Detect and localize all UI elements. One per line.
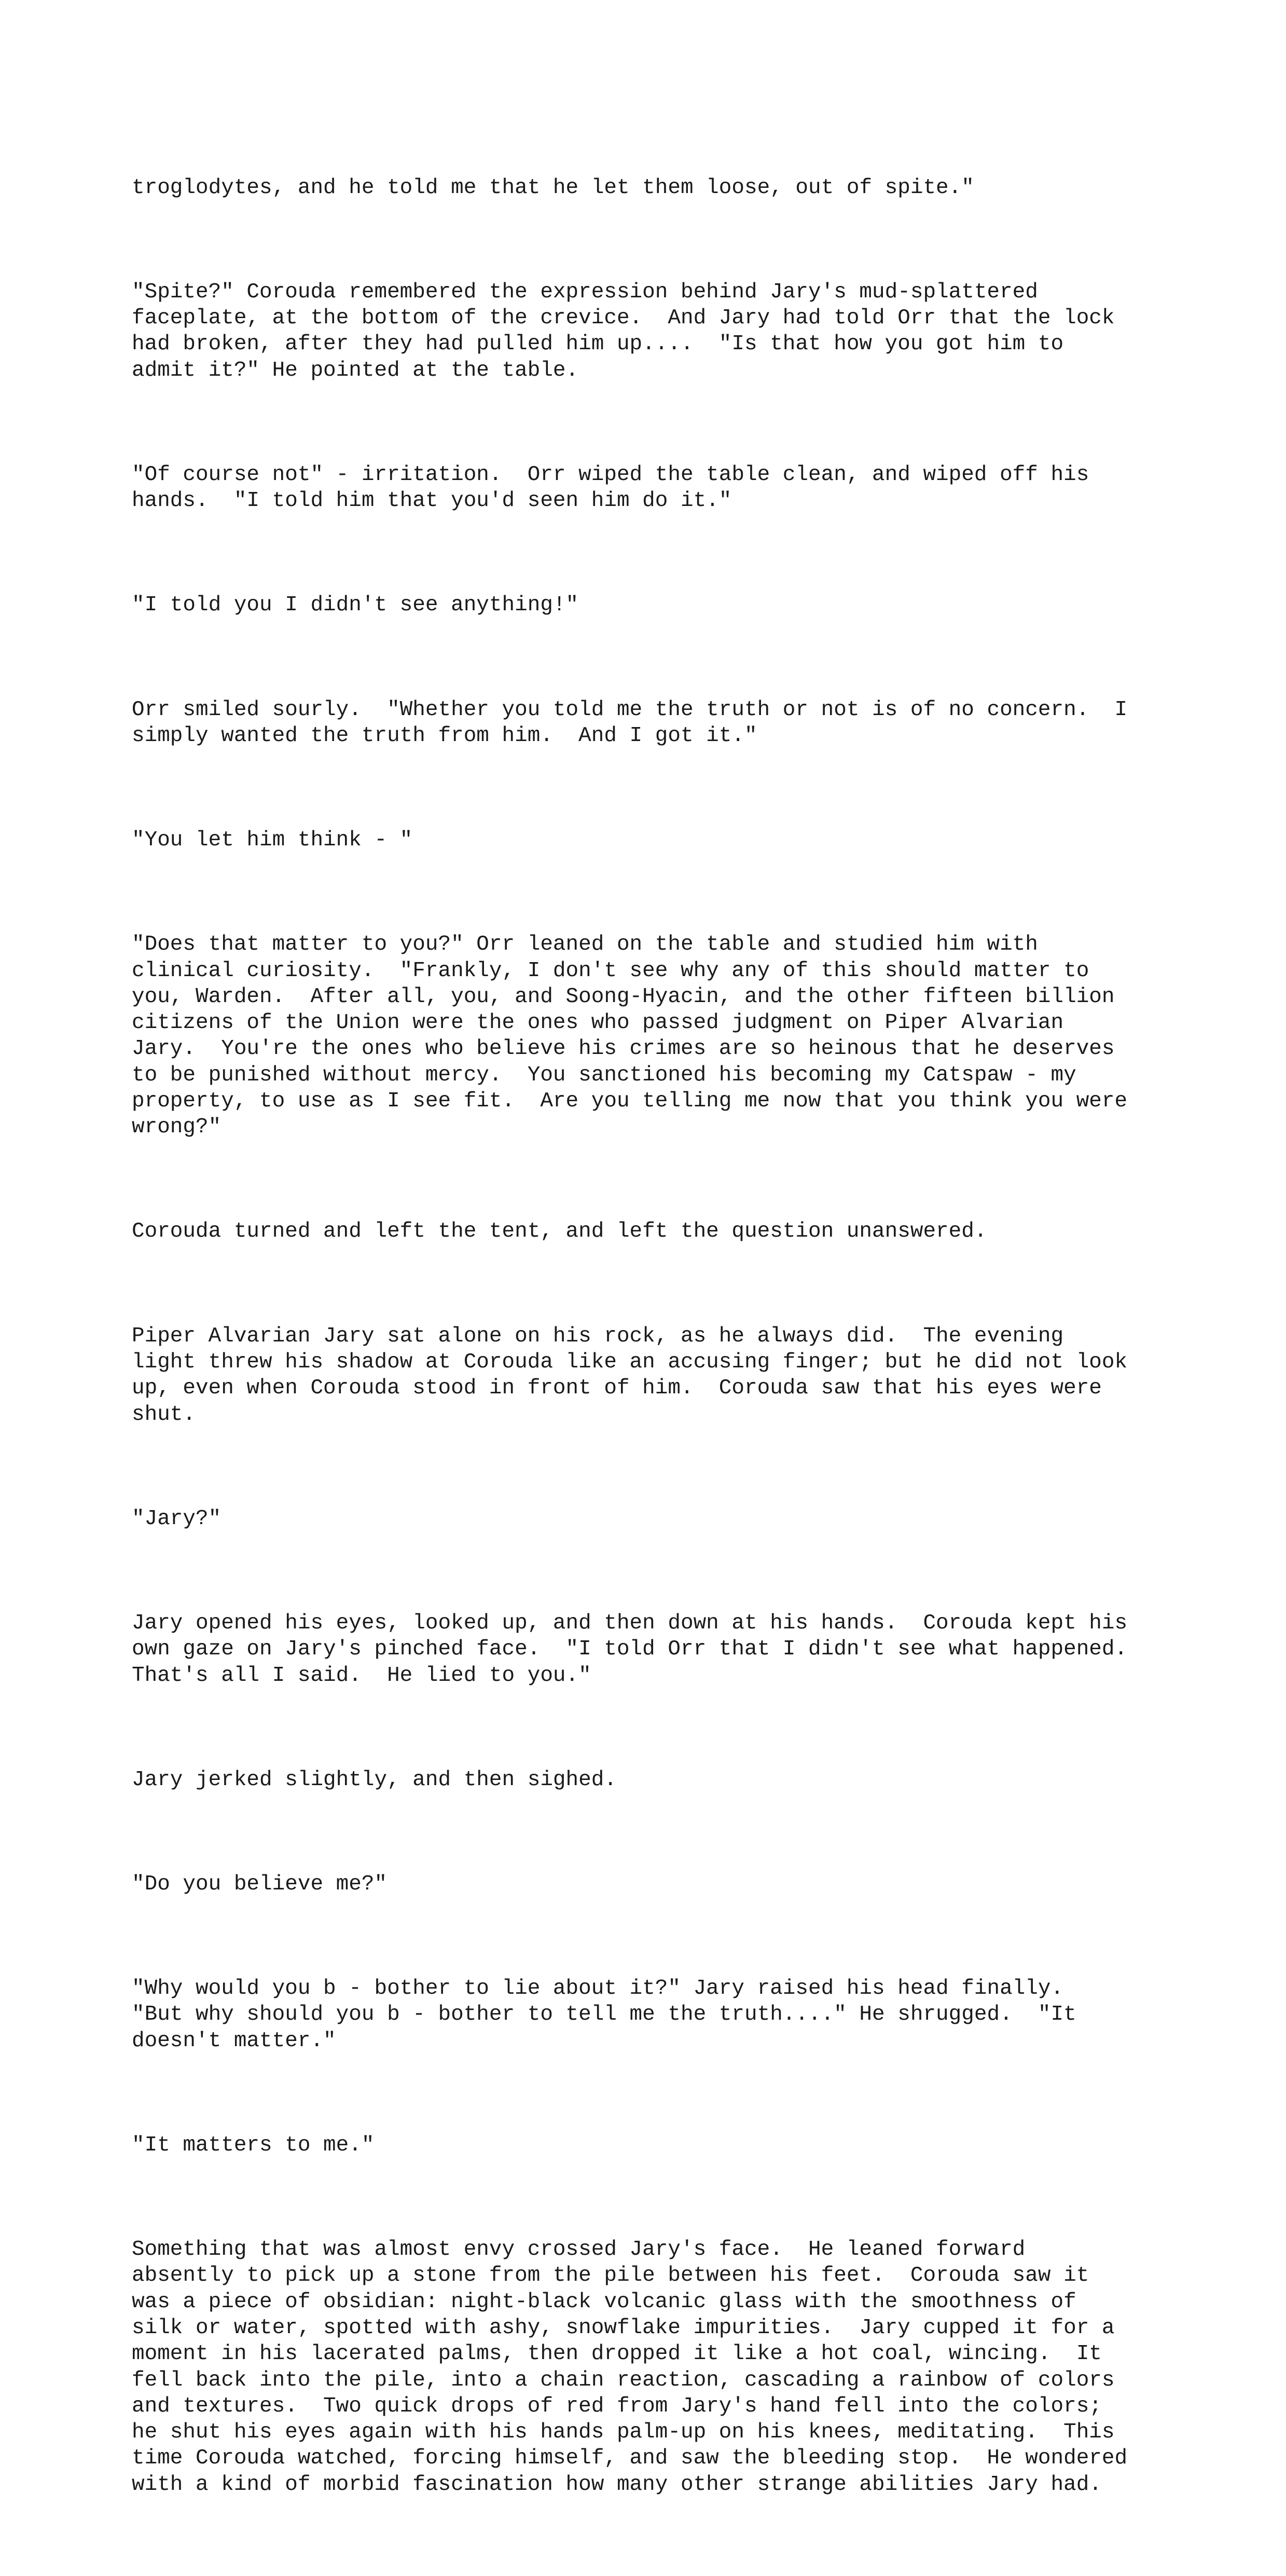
paragraph: Corouda turned and left the tent, and left the question unanswered. <box>132 1220 987 1244</box>
paragraph: Something that was almost envy crossed Jary's face. He leaned forward absently to pick up a stone from the pile between his feet. Corouda saw it was a piece of obsidian: night-black volcanic glass with the smoothness of silk or water, spotted with ashy, snowflake impurities. Jary cupped it for a moment in his lacerated palms, then dropped it like a hot coal, wincing. It fell back into the pile, into a chain reaction, cascading a rainbow of colors and textures. Two quick drops of red from Jary's hand fell into the colors; he shut his eyes again with his hands palm-up on his knees, meditating. This time Corouda watched, forcing himself, and saw the bleeding stop. He wondered with a kind of morbid fascination how many other strange abilities Jary had. <box>132 2238 1128 2497</box>
paragraph: Piper Alvarian Jary sat alone on his rock, as he always did. The evening light threw his shadow at Corouda like an accusing finger; but he did not look up, even when Corouda stood in front of him. Corouda saw that his eyes were shut. <box>132 1324 1128 1427</box>
paragraph: "Do you believe me?" <box>132 1872 388 1896</box>
paragraph: "Why would you b - bother to lie about it?" Jary raised his head finally. "But why should you b - bother to tell me the truth...." He shrugged. "It doesn't matter." <box>132 1977 1076 2053</box>
paragraph: "Of course not" - irritation. Orr wiped the table clean, and wiped off his hands. "I told him that you'd seen him do it." <box>132 462 1089 513</box>
paragraph: Orr smiled sourly. "Whether you told me the truth or not is of no concern. I simply wanted the truth from him. And I got it." <box>132 697 1128 748</box>
body-text <box>132 122 1169 2576</box>
paragraph: Jary jerked slightly, and then sighed. <box>132 1767 617 1792</box>
paragraph: Jary opened his eyes, looked up, and then down at his hands. Corouda kept his own gaze on Jary's pinched face. "I told Orr that I didn't see what happened. That's all I said. He lied to you." <box>132 1611 1128 1688</box>
paragraph: troglodytes, and he told me that he let them loose, out of spite." <box>132 175 974 200</box>
paragraph: "Jary?" <box>132 1506 222 1531</box>
paragraph: "I told you I didn't see anything!" <box>132 593 579 618</box>
paragraph: "Does that matter to you?" Orr leaned on the table and studied him with clinical curiosity. "Frankly, I don't see why any of this should matter to you, Warden. After all, you, and Soong-Hyacin, and the other fifteen billion citizens of the Union were the ones who passed judgment on Piper Alvarian Jary. You're the ones who believe his crimes are so heinous that he deserves to be punished without mercy. You sanctioned his becoming my Catspaw - my property, to use as I see fit. Are you telling me now that you think you were wrong?" <box>132 933 1128 1140</box>
paragraph: "You let him think - " <box>132 828 413 853</box>
paragraph: "It matters to me." <box>132 2133 375 2157</box>
paragraph: "Spite?" Corouda remembered the expression behind Jary's mud-splattered faceplate, at the bottom of the crevice. And Jary had told Orr that the lock had broken, after they had pulled him up.... "Is that how you got him to admit it?" He pointed at the table. <box>132 280 1115 382</box>
